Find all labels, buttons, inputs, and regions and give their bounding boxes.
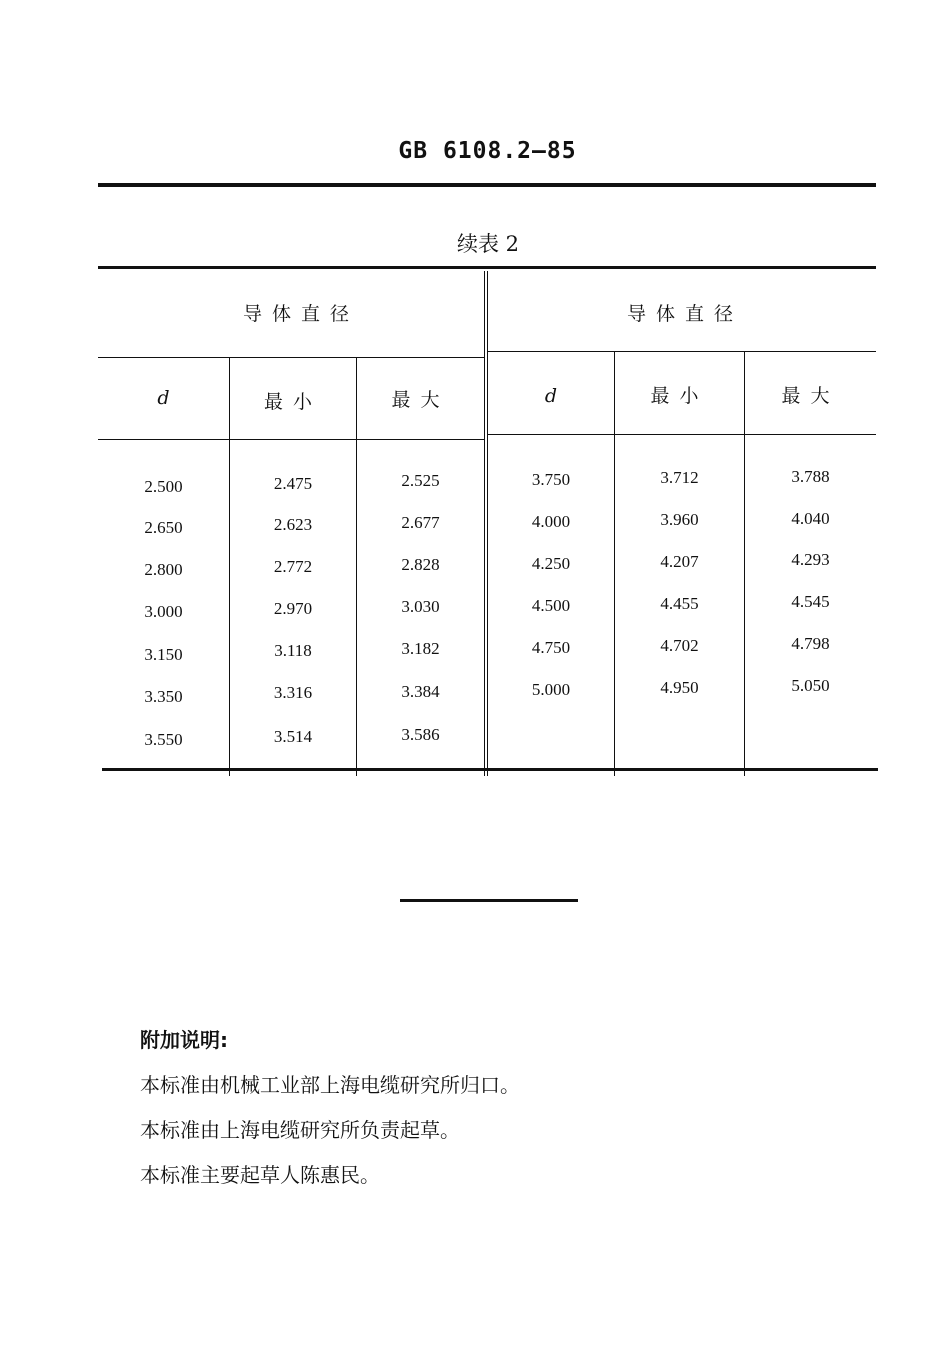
table-cell: 3.000: [144, 602, 183, 621]
note-line: 本标准由上海电缆研究所负责起草。: [140, 1118, 460, 1142]
note-line: 本标准主要起草人陈惠民。: [140, 1163, 380, 1187]
table-cell: 5.050: [791, 676, 830, 695]
table-cell: 2.772: [273, 557, 313, 576]
table-cell: 2.650: [144, 518, 183, 537]
table-cell: 2.677: [401, 513, 440, 532]
group-header-rule-left: [98, 357, 484, 358]
table-cell: 4.040: [791, 509, 830, 528]
table-cell: 2.800: [144, 560, 183, 579]
end-rule: [400, 899, 578, 902]
table-cell: 4.500: [531, 596, 571, 615]
column-header-rule-left: [98, 439, 484, 440]
table-cell: 4.455: [660, 594, 699, 613]
table-bottom-rule: [102, 768, 878, 771]
table-cell: 4.950: [660, 678, 699, 697]
group-header-right: 导体直径: [626, 303, 743, 325]
table-cell: 2.623: [273, 515, 313, 534]
table-cell: 3.550: [144, 730, 183, 749]
notes-title: 附加说明:: [140, 1028, 228, 1052]
column-header-min: 最小: [650, 385, 709, 407]
diameter-table: [98, 269, 876, 768]
table-caption: 续表 2: [456, 232, 520, 256]
column-header-rule-right: [488, 434, 876, 435]
group-header-left: 导体直径: [242, 303, 359, 325]
header-rule: [98, 183, 876, 187]
table-cell: 4.545: [791, 592, 830, 611]
note-line: 本标准由机械工业部上海电缆研究所归口。: [140, 1073, 520, 1097]
table-cell: 4.207: [660, 552, 699, 571]
table-cell: 3.316: [273, 683, 313, 702]
column-header-d: d: [544, 385, 558, 407]
table-cell: 3.750: [531, 470, 571, 489]
table-cell: 2.525: [401, 471, 440, 490]
table-cell: 3.960: [660, 510, 699, 529]
table-cell: 4.293: [791, 550, 830, 569]
table-cell: 2.828: [401, 555, 440, 574]
table-cell: 3.350: [144, 687, 183, 706]
table-cell: 3.384: [401, 682, 440, 701]
column-header-max: 最大: [781, 385, 840, 407]
table-cell: 2.475: [273, 474, 313, 493]
table-cell: 3.150: [144, 645, 183, 664]
standard-number: GB 6108.2—85: [398, 138, 577, 164]
group-header-rule-right: [488, 351, 876, 352]
table-cell: 3.030: [401, 597, 440, 616]
table-cell: 4.000: [531, 512, 571, 531]
table-cell: 4.702: [660, 636, 699, 655]
table-cell: 5.000: [531, 680, 571, 699]
table-cell: 3.712: [660, 468, 699, 487]
table-cell: 4.250: [531, 554, 571, 573]
table-cell: 2.970: [273, 599, 313, 618]
table-cell: 2.500: [144, 477, 183, 496]
table-cell: 3.118: [274, 641, 312, 660]
table-cell: 4.750: [531, 638, 571, 657]
table-cell: 3.182: [401, 639, 440, 658]
table-cell: 3.514: [273, 727, 313, 746]
table-cell: 3.788: [791, 467, 830, 486]
table-cell: 3.586: [401, 725, 440, 744]
table-cell: 4.798: [791, 634, 830, 653]
column-header-d: d: [157, 387, 170, 409]
column-header-min: 最小: [263, 391, 322, 413]
additional-notes: [140, 1018, 520, 1198]
column-header-max: 最大: [391, 389, 450, 411]
